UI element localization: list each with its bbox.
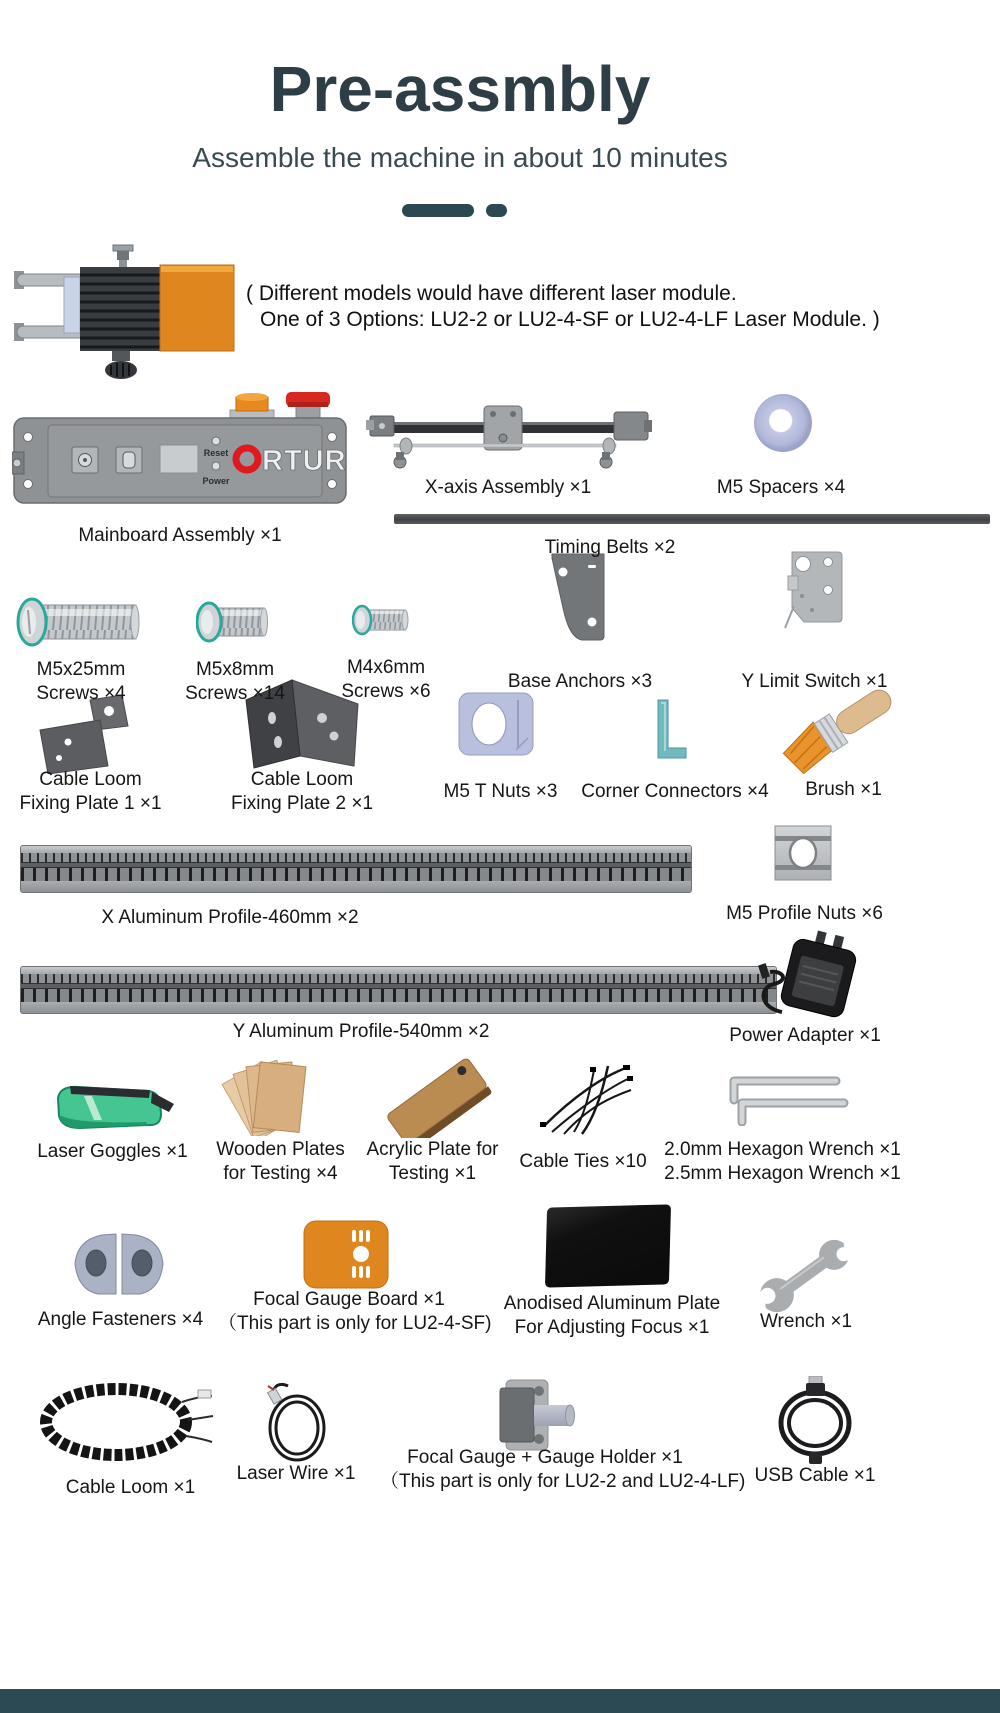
focal-gauge-board-image bbox=[300, 1218, 394, 1292]
power-adapter-image bbox=[748, 930, 868, 1028]
part-label-focal-gauge-holder: Focal Gauge + Gauge Holder ×1 （This part is only for LU2-2 and LU2-4-LF) bbox=[380, 1447, 746, 1492]
x-aluminum-profile-image bbox=[20, 845, 692, 893]
hexagon-wrenches-image bbox=[718, 1064, 850, 1126]
usb-cable-image bbox=[768, 1376, 862, 1466]
part-label-usb-cable: USB Cable ×1 bbox=[754, 1465, 876, 1486]
part-label-y-profile: Y Aluminum Profile-540mm ×2 bbox=[232, 1021, 490, 1042]
mainboard-image bbox=[12, 392, 348, 505]
part-label-screws-m5x8: M5x8mm Screws ×14 bbox=[185, 659, 285, 704]
part-label-timing-belts: Timing Belts ×2 bbox=[544, 537, 676, 558]
part-label-m5-profile-nuts: M5 Profile Nuts ×6 bbox=[726, 903, 883, 924]
laser-module-note bbox=[246, 281, 880, 333]
part-label-corner-connectors: Corner Connectors ×4 bbox=[581, 781, 769, 802]
part-label-cable-loom-plate2: Cable Loom Fixing Plate 2 ×1 bbox=[230, 769, 374, 814]
y-limit-switch-image bbox=[780, 548, 846, 630]
part-label-hex-wrenches: 2.0mm Hexagon Wrench ×1 2.5mm Hexagon Wrench ×1 bbox=[664, 1139, 901, 1184]
wrench-image bbox=[746, 1224, 868, 1320]
screw-m5x8-image bbox=[196, 600, 274, 644]
part-label-acrylic-plate: Acrylic Plate for Testing ×1 bbox=[366, 1139, 499, 1184]
focal-gauge-holder-image bbox=[490, 1376, 580, 1456]
mainboard-reset-label: Reset bbox=[203, 448, 229, 458]
part-label-brush: Brush ×1 bbox=[805, 779, 882, 800]
wooden-plates-image bbox=[220, 1052, 334, 1136]
base-anchor-image bbox=[548, 548, 610, 644]
laser-module-image bbox=[12, 243, 237, 393]
laser-goggles-image bbox=[48, 1074, 178, 1136]
part-label-base-anchors: Base Anchors ×3 bbox=[507, 671, 653, 692]
acrylic-plate-image bbox=[374, 1056, 494, 1138]
part-label-laser-wire: Laser Wire ×1 bbox=[236, 1463, 356, 1484]
corner-connector-image bbox=[640, 696, 690, 766]
part-label-angle-fasteners: Angle Fasteners ×4 bbox=[37, 1309, 204, 1330]
part-label-x-profile: X Aluminum Profile-460mm ×2 bbox=[101, 907, 359, 928]
part-label-mainboard: Mainboard Assembly ×1 bbox=[78, 525, 282, 546]
part-label-power-adapter: Power Adapter ×1 bbox=[729, 1025, 881, 1046]
note-line-1: ( Different models would have different laser module. bbox=[246, 282, 737, 305]
divider-dash-short bbox=[486, 204, 507, 217]
screw-m4x6-image bbox=[352, 602, 414, 638]
divider-dash-long bbox=[402, 204, 474, 217]
m5-t-nut-image bbox=[456, 690, 536, 760]
laser-wire-image bbox=[256, 1376, 338, 1470]
cable-loom-image bbox=[34, 1376, 214, 1466]
ortur-logo-text: RTUR bbox=[262, 445, 347, 477]
part-label-wooden-plates: Wooden Plates for Testing ×4 bbox=[216, 1139, 345, 1184]
anodised-aluminum-plate-image bbox=[545, 1204, 671, 1287]
footer-bar bbox=[0, 1689, 1000, 1713]
part-label-wrench: Wrench ×1 bbox=[759, 1311, 853, 1332]
part-label-x-axis: X-axis Assembly ×1 bbox=[424, 477, 592, 498]
x-axis-assembly-image bbox=[366, 398, 654, 472]
y-aluminum-profile-image bbox=[20, 966, 777, 1014]
angle-fasteners-image bbox=[66, 1228, 172, 1302]
screw-m5x25-image bbox=[16, 596, 146, 648]
page-title: Pre-assmbly bbox=[269, 53, 651, 125]
timing-belt-image bbox=[394, 514, 990, 524]
part-label-screws-m4x6: M4x6mm Screws ×6 bbox=[341, 657, 431, 702]
part-label-anodised-plate: Anodised Aluminum Plate For Adjusting Focus ×1 bbox=[503, 1293, 721, 1338]
mainboard-power-label: Power bbox=[202, 476, 230, 486]
part-label-cable-loom: Cable Loom ×1 bbox=[65, 1477, 196, 1498]
m5-spacer-image bbox=[754, 394, 812, 452]
part-label-m5-spacers: M5 Spacers ×4 bbox=[716, 477, 846, 498]
part-label-screws-m5x25: M5x25mm Screws ×4 bbox=[36, 659, 126, 704]
part-label-cable-ties: Cable Ties ×10 bbox=[519, 1151, 647, 1172]
brush-image bbox=[776, 686, 906, 774]
page-subtitle: Assemble the machine in about 10 minutes bbox=[192, 142, 728, 173]
part-label-cable-loom-plate1: Cable Loom Fixing Plate 1 ×1 bbox=[19, 769, 162, 814]
note-line-2: One of 3 Options: LU2-2 or LU2-4-SF or LU2-4-LF Laser Module. ) bbox=[260, 308, 880, 331]
m5-profile-nut-image bbox=[772, 824, 834, 882]
part-label-laser-goggles: Laser Goggles ×1 bbox=[37, 1141, 188, 1162]
part-label-y-limit-switch: Y Limit Switch ×1 bbox=[741, 671, 888, 692]
cable-ties-image bbox=[534, 1056, 636, 1138]
part-label-focal-gauge-board: Focal Gauge Board ×1 （This part is only for LU2-4-SF) bbox=[218, 1289, 492, 1334]
part-label-m5-t-nuts: M5 T Nuts ×3 bbox=[443, 781, 558, 802]
